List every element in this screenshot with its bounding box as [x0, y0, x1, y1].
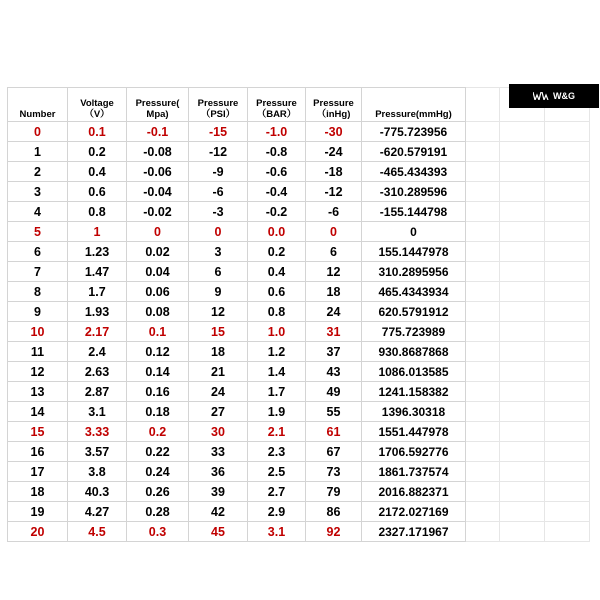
cell-psi[interactable]: -6	[189, 182, 248, 202]
cell-bar[interactable]: 2.9	[248, 502, 306, 522]
cell-bar[interactable]: 1.0	[248, 322, 306, 342]
cell-psi[interactable]: 18	[189, 342, 248, 362]
empty-cell[interactable]	[500, 382, 545, 402]
empty-cell[interactable]	[500, 502, 545, 522]
cell-inhg[interactable]: 73	[306, 462, 362, 482]
empty-cell[interactable]	[500, 122, 545, 142]
empty-cell[interactable]	[545, 522, 590, 542]
empty-cell[interactable]	[500, 182, 545, 202]
cell-mmhg[interactable]: 1396.30318	[362, 402, 466, 422]
pressure-table	[7, 87, 590, 542]
cell-number[interactable]: 7	[8, 262, 68, 282]
header-psi[interactable]: Pressure （PSI）	[189, 88, 248, 122]
empty-cell[interactable]	[545, 462, 590, 482]
empty-cell[interactable]	[545, 242, 590, 262]
cell-inhg[interactable]: 55	[306, 402, 362, 422]
table-row	[8, 302, 590, 322]
cell-bar[interactable]: 2.1	[248, 422, 306, 442]
cell-mmhg[interactable]: -155.144798	[362, 202, 466, 222]
cell-inhg[interactable]: 6	[306, 242, 362, 262]
cell-mpa[interactable]: 0.26	[127, 482, 189, 502]
empty-cell[interactable]	[466, 202, 500, 222]
cell-number[interactable]: 17	[8, 462, 68, 482]
cell-voltage[interactable]: 0.2	[68, 142, 127, 162]
cell-number[interactable]: 19	[8, 502, 68, 522]
cell-inhg[interactable]: 18	[306, 282, 362, 302]
cell-voltage[interactable]: 3.8	[68, 462, 127, 482]
cell-bar[interactable]: 0.0	[248, 222, 306, 242]
empty-cell[interactable]	[545, 302, 590, 322]
cell-mpa[interactable]: -0.1	[127, 122, 189, 142]
cell-inhg[interactable]: -6	[306, 202, 362, 222]
cell-mpa[interactable]: -0.06	[127, 162, 189, 182]
cell-mpa[interactable]: 0.28	[127, 502, 189, 522]
empty-cell[interactable]	[500, 482, 545, 502]
cell-psi[interactable]: 36	[189, 462, 248, 482]
cell-mpa[interactable]: 0.22	[127, 442, 189, 462]
empty-cell[interactable]	[466, 502, 500, 522]
brand-logo	[509, 84, 599, 108]
cell-psi[interactable]: 21	[189, 362, 248, 382]
cell-number[interactable]: 8	[8, 282, 68, 302]
cell-voltage[interactable]: 0.1	[68, 122, 127, 142]
empty-cell[interactable]	[545, 362, 590, 382]
empty-cell[interactable]	[466, 182, 500, 202]
cell-number[interactable]: 2	[8, 162, 68, 182]
cell-voltage[interactable]: 3.1	[68, 402, 127, 422]
cell-psi[interactable]: -9	[189, 162, 248, 182]
pressure-conversion-sheet	[7, 87, 590, 542]
table-row	[8, 342, 590, 362]
cell-mmhg[interactable]: 0	[362, 222, 466, 242]
cell-bar[interactable]: 0.6	[248, 282, 306, 302]
cell-mmhg[interactable]: -465.434393	[362, 162, 466, 182]
cell-voltage[interactable]: 1.7	[68, 282, 127, 302]
empty-cell[interactable]	[466, 282, 500, 302]
empty-cell[interactable]	[466, 422, 500, 442]
cell-psi[interactable]: -15	[189, 122, 248, 142]
cell-voltage[interactable]: 1.23	[68, 242, 127, 262]
cell-mpa[interactable]: 0.18	[127, 402, 189, 422]
empty-cell[interactable]	[500, 402, 545, 422]
cell-psi[interactable]: 15	[189, 322, 248, 342]
cell-inhg[interactable]: 86	[306, 502, 362, 522]
cell-mpa[interactable]: 0.08	[127, 302, 189, 322]
cell-mpa[interactable]: 0.24	[127, 462, 189, 482]
cell-psi[interactable]: -3	[189, 202, 248, 222]
cell-number[interactable]: 10	[8, 322, 68, 342]
cell-psi[interactable]: 0	[189, 222, 248, 242]
empty-cell[interactable]	[466, 322, 500, 342]
header-number[interactable]: Number	[8, 88, 68, 122]
cell-number[interactable]: 11	[8, 342, 68, 362]
cell-number[interactable]: 4	[8, 202, 68, 222]
cell-inhg[interactable]: 31	[306, 322, 362, 342]
cell-number[interactable]: 0	[8, 122, 68, 142]
empty-cell[interactable]	[466, 262, 500, 282]
cell-bar[interactable]: 3.1	[248, 522, 306, 542]
cell-mpa[interactable]: 0.1	[127, 322, 189, 342]
cell-mpa[interactable]: -0.04	[127, 182, 189, 202]
cell-mpa[interactable]: -0.08	[127, 142, 189, 162]
empty-cell[interactable]	[466, 522, 500, 542]
cell-number[interactable]: 12	[8, 362, 68, 382]
cell-number[interactable]: 14	[8, 402, 68, 422]
header-voltage[interactable]: Voltage （V）	[68, 88, 127, 122]
brand-mark-icon	[533, 92, 549, 100]
header-mmhg[interactable]: Pressure(mmHg)	[362, 88, 466, 122]
empty-cell[interactable]	[545, 162, 590, 182]
cell-bar[interactable]: 0.4	[248, 262, 306, 282]
cell-number[interactable]: 6	[8, 242, 68, 262]
empty-cell[interactable]	[545, 382, 590, 402]
table-row	[8, 222, 590, 242]
table-row	[8, 202, 590, 222]
cell-number[interactable]: 15	[8, 422, 68, 442]
cell-mmhg[interactable]: 1551.447978	[362, 422, 466, 442]
table-row	[8, 122, 590, 142]
cell-bar[interactable]: -0.6	[248, 162, 306, 182]
empty-cell[interactable]	[466, 482, 500, 502]
table-row	[8, 462, 590, 482]
table-row	[8, 522, 590, 542]
cell-psi[interactable]: 12	[189, 302, 248, 322]
cell-mpa[interactable]: 0.2	[127, 422, 189, 442]
cell-mmhg[interactable]: 1706.592776	[362, 442, 466, 462]
empty-cell[interactable]	[500, 462, 545, 482]
empty-cell[interactable]	[500, 222, 545, 242]
cell-bar[interactable]: 2.3	[248, 442, 306, 462]
cell-inhg[interactable]: -18	[306, 162, 362, 182]
empty-cell[interactable]	[466, 122, 500, 142]
cell-mpa[interactable]: -0.02	[127, 202, 189, 222]
table-row	[8, 262, 590, 282]
empty-cell[interactable]	[500, 422, 545, 442]
empty-cell[interactable]	[545, 122, 590, 142]
cell-mpa[interactable]: 0.06	[127, 282, 189, 302]
empty-cell[interactable]	[500, 342, 545, 362]
empty-cell[interactable]	[500, 162, 545, 182]
cell-inhg[interactable]: -12	[306, 182, 362, 202]
brand-logo-text: W&G	[553, 91, 575, 101]
cell-inhg[interactable]: 12	[306, 262, 362, 282]
cell-mmhg[interactable]: 465.4343934	[362, 282, 466, 302]
cell-number[interactable]: 16	[8, 442, 68, 462]
cell-voltage[interactable]: 1.93	[68, 302, 127, 322]
cell-mmhg[interactable]: 310.2895956	[362, 262, 466, 282]
empty-cell[interactable]	[545, 182, 590, 202]
empty-cell[interactable]	[545, 222, 590, 242]
empty-cell[interactable]	[466, 242, 500, 262]
empty-cell[interactable]	[545, 262, 590, 282]
cell-voltage[interactable]: 4.27	[68, 502, 127, 522]
cell-mpa[interactable]: 0.12	[127, 342, 189, 362]
empty-cell[interactable]	[545, 322, 590, 342]
empty-cell[interactable]	[545, 442, 590, 462]
cell-number[interactable]: 3	[8, 182, 68, 202]
cell-inhg[interactable]: 79	[306, 482, 362, 502]
cell-number[interactable]: 20	[8, 522, 68, 542]
cell-mmhg[interactable]: 1241.158382	[362, 382, 466, 402]
empty-cell[interactable]	[466, 162, 500, 182]
table-row	[8, 402, 590, 422]
cell-inhg[interactable]: -24	[306, 142, 362, 162]
table-row	[8, 242, 590, 262]
table-row	[8, 502, 590, 522]
empty-cell[interactable]	[545, 402, 590, 422]
empty-cell[interactable]	[466, 382, 500, 402]
table-row	[8, 442, 590, 462]
empty-cell[interactable]	[466, 222, 500, 242]
empty-cell[interactable]	[466, 462, 500, 482]
cell-mmhg[interactable]: -310.289596	[362, 182, 466, 202]
cell-bar[interactable]: 1.2	[248, 342, 306, 362]
cell-bar[interactable]: -0.4	[248, 182, 306, 202]
cell-bar[interactable]: -1.0	[248, 122, 306, 142]
cell-number[interactable]: 5	[8, 222, 68, 242]
cell-inhg[interactable]: 0	[306, 222, 362, 242]
cell-psi[interactable]: 3	[189, 242, 248, 262]
empty-cell[interactable]	[466, 442, 500, 462]
cell-voltage[interactable]: 2.63	[68, 362, 127, 382]
cell-mmhg[interactable]: 620.5791912	[362, 302, 466, 322]
empty-cell[interactable]	[545, 482, 590, 502]
cell-mpa[interactable]: 0.02	[127, 242, 189, 262]
cell-bar[interactable]: 2.5	[248, 462, 306, 482]
empty-cell[interactable]	[500, 362, 545, 382]
cell-inhg[interactable]: 24	[306, 302, 362, 322]
cell-psi[interactable]: 33	[189, 442, 248, 462]
cell-inhg[interactable]: -30	[306, 122, 362, 142]
cell-voltage[interactable]: 0.4	[68, 162, 127, 182]
empty-cell[interactable]	[545, 422, 590, 442]
table-row	[8, 282, 590, 302]
table-row	[8, 482, 590, 502]
cell-mmhg[interactable]: 2016.882371	[362, 482, 466, 502]
cell-bar[interactable]: 1.4	[248, 362, 306, 382]
cell-bar[interactable]: 1.9	[248, 402, 306, 422]
cell-inhg[interactable]: 37	[306, 342, 362, 362]
cell-voltage[interactable]: 3.33	[68, 422, 127, 442]
empty-cell[interactable]	[545, 202, 590, 222]
cell-inhg[interactable]: 43	[306, 362, 362, 382]
table-row	[8, 322, 590, 342]
cell-mmhg[interactable]: -775.723956	[362, 122, 466, 142]
cell-bar[interactable]: 0.2	[248, 242, 306, 262]
cell-psi[interactable]: 9	[189, 282, 248, 302]
cell-mmhg[interactable]: 2327.171967	[362, 522, 466, 542]
empty-cell[interactable]	[466, 302, 500, 322]
empty-cell[interactable]	[500, 202, 545, 222]
empty-cell[interactable]	[545, 142, 590, 162]
empty-cell[interactable]	[545, 282, 590, 302]
cell-bar[interactable]: -0.8	[248, 142, 306, 162]
cell-mmhg[interactable]: 155.1447978	[362, 242, 466, 262]
header-bar[interactable]: Pressure （BAR）	[248, 88, 306, 122]
cell-bar[interactable]: 0.8	[248, 302, 306, 322]
table-row	[8, 182, 590, 202]
empty-cell[interactable]	[500, 282, 545, 302]
cell-psi[interactable]: 45	[189, 522, 248, 542]
cell-voltage[interactable]: 40.3	[68, 482, 127, 502]
cell-voltage[interactable]: 1.47	[68, 262, 127, 282]
table-row	[8, 142, 590, 162]
cell-voltage[interactable]: 0.6	[68, 182, 127, 202]
empty-cell[interactable]	[500, 142, 545, 162]
cell-psi[interactable]: 27	[189, 402, 248, 422]
cell-psi[interactable]: 30	[189, 422, 248, 442]
cell-voltage[interactable]: 0.8	[68, 202, 127, 222]
cell-psi[interactable]: -12	[189, 142, 248, 162]
cell-inhg[interactable]: 92	[306, 522, 362, 542]
cell-voltage[interactable]: 1	[68, 222, 127, 242]
cell-mpa[interactable]: 0	[127, 222, 189, 242]
empty-cell[interactable]	[466, 342, 500, 362]
empty-cell[interactable]	[500, 322, 545, 342]
cell-voltage[interactable]: 2.4	[68, 342, 127, 362]
cell-inhg[interactable]: 49	[306, 382, 362, 402]
cell-number[interactable]: 13	[8, 382, 68, 402]
empty-cell[interactable]	[500, 442, 545, 462]
cell-voltage[interactable]: 2.87	[68, 382, 127, 402]
header-mpa[interactable]: Pressure( Mpa)	[127, 88, 189, 122]
cell-psi[interactable]: 39	[189, 482, 248, 502]
cell-psi[interactable]: 6	[189, 262, 248, 282]
empty-cell[interactable]	[466, 142, 500, 162]
empty-cell[interactable]	[500, 262, 545, 282]
table-row	[8, 422, 590, 442]
cell-psi[interactable]: 42	[189, 502, 248, 522]
cell-bar[interactable]: -0.2	[248, 202, 306, 222]
empty-cell[interactable]	[545, 342, 590, 362]
cell-bar[interactable]: 2.7	[248, 482, 306, 502]
cell-inhg[interactable]: 61	[306, 422, 362, 442]
cell-inhg[interactable]: 67	[306, 442, 362, 462]
cell-mpa[interactable]: 0.16	[127, 382, 189, 402]
cell-mpa[interactable]: 0.04	[127, 262, 189, 282]
cell-number[interactable]: 18	[8, 482, 68, 502]
cell-mmhg[interactable]: 2172.027169	[362, 502, 466, 522]
header-inhg[interactable]: Pressure （inHg)	[306, 88, 362, 122]
cell-mmhg[interactable]: -620.579191	[362, 142, 466, 162]
cell-voltage[interactable]: 3.57	[68, 442, 127, 462]
empty-cell[interactable]	[545, 502, 590, 522]
table-row	[8, 362, 590, 382]
cell-mpa[interactable]: 0.14	[127, 362, 189, 382]
empty-cell[interactable]	[500, 242, 545, 262]
cell-mmhg[interactable]: 775.723989	[362, 322, 466, 342]
empty-cell[interactable]	[466, 402, 500, 422]
cell-bar[interactable]: 1.7	[248, 382, 306, 402]
cell-number[interactable]: 1	[8, 142, 68, 162]
cell-psi[interactable]: 24	[189, 382, 248, 402]
cell-mpa[interactable]: 0.3	[127, 522, 189, 542]
cell-voltage[interactable]: 2.17	[68, 322, 127, 342]
cell-mmhg[interactable]: 930.8687868	[362, 342, 466, 362]
empty-cell[interactable]	[466, 362, 500, 382]
header-row	[8, 88, 590, 122]
empty-cell[interactable]	[500, 302, 545, 322]
cell-mmhg[interactable]: 1086.013585	[362, 362, 466, 382]
empty-cell[interactable]	[466, 88, 500, 122]
cell-voltage[interactable]: 4.5	[68, 522, 127, 542]
cell-mmhg[interactable]: 1861.737574	[362, 462, 466, 482]
empty-cell[interactable]	[500, 522, 545, 542]
cell-number[interactable]: 9	[8, 302, 68, 322]
table-row	[8, 162, 590, 182]
table-row	[8, 382, 590, 402]
